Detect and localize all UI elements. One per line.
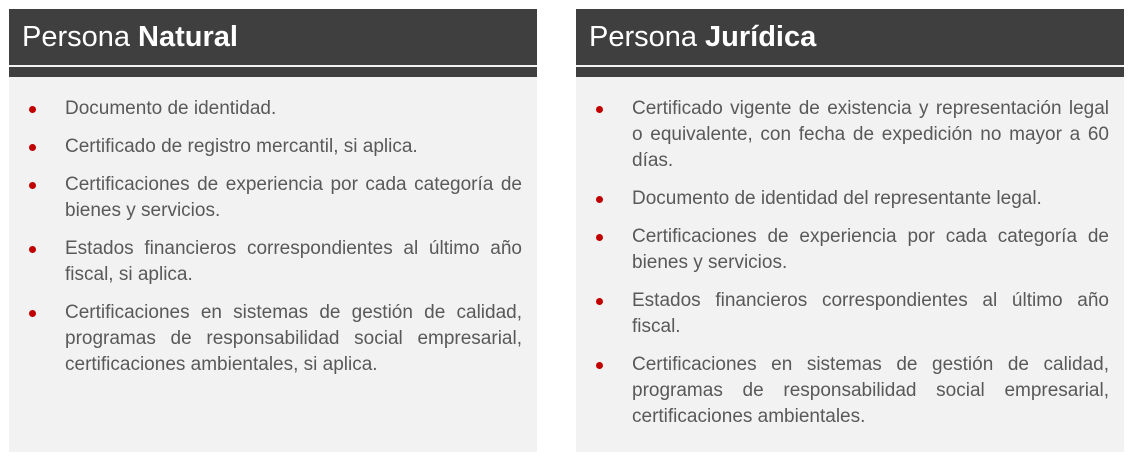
- persona-natural-list: [9, 77, 537, 378]
- list-item-text: Certificado vigente de existencia y representación legal o equivalente, con fecha de expedición no mayor a 60 días.: [632, 98, 1109, 171]
- persona-juridica-title-prefix: Persona: [589, 20, 698, 53]
- persona-juridica-list: [576, 77, 1124, 430]
- list-item: [632, 186, 1109, 212]
- list-item: [65, 96, 522, 122]
- list-item: [632, 288, 1109, 340]
- persona-natural-panel: [9, 9, 537, 452]
- list-item-text: Certificaciones de experiencia por cada categoría de bienes y servicios.: [65, 174, 522, 221]
- persona-natural-title-prefix: Persona: [22, 20, 131, 53]
- header-underbar: [576, 67, 1124, 77]
- list-item-text: Documento de identidad.: [65, 98, 277, 119]
- bullet-icon: [29, 144, 36, 151]
- list-item-text: Estados financieros correspondientes al último año fiscal, si aplica.: [65, 238, 522, 285]
- bullet-icon: [29, 106, 36, 113]
- persona-natural-title-emphasis: Natural: [138, 20, 238, 53]
- list-item: [65, 172, 522, 224]
- persona-juridica-panel: [576, 9, 1124, 452]
- list-item-text: Estados financieros correspondientes al último año fiscal.: [632, 290, 1109, 337]
- list-item: [65, 236, 522, 288]
- persona-juridica-header: [576, 9, 1124, 65]
- list-item: [632, 224, 1109, 276]
- bullet-icon: [29, 182, 36, 189]
- list-item: [65, 300, 522, 378]
- bullet-icon: [596, 234, 603, 241]
- list-item: [632, 352, 1109, 430]
- persona-juridica-title-emphasis: Jurídica: [705, 20, 817, 53]
- bullet-icon: [29, 246, 36, 253]
- list-item-text: Certificado de registro mercantil, si aplica.: [65, 136, 418, 157]
- list-item-text: Certificaciones en sistemas de gestión de calidad, programas de responsabilidad social empresarial, certificaciones ambientales, si aplica.: [65, 302, 522, 375]
- list-item-text: Documento de identidad del representante legal.: [632, 188, 1042, 209]
- list-item: [65, 134, 522, 160]
- list-item-text: Certificaciones en sistemas de gestión de calidad, programas de responsabilidad social empresarial, certificaciones ambientales.: [632, 354, 1109, 427]
- bullet-icon: [596, 362, 603, 369]
- bullet-icon: [596, 106, 603, 113]
- bullet-icon: [29, 310, 36, 317]
- bullet-icon: [596, 196, 603, 203]
- bullet-icon: [596, 298, 603, 305]
- list-item: [632, 96, 1109, 174]
- header-underbar: [9, 67, 537, 77]
- persona-natural-header: [9, 9, 537, 65]
- list-item-text: Certificaciones de experiencia por cada categoría de bienes y servicios.: [632, 226, 1109, 273]
